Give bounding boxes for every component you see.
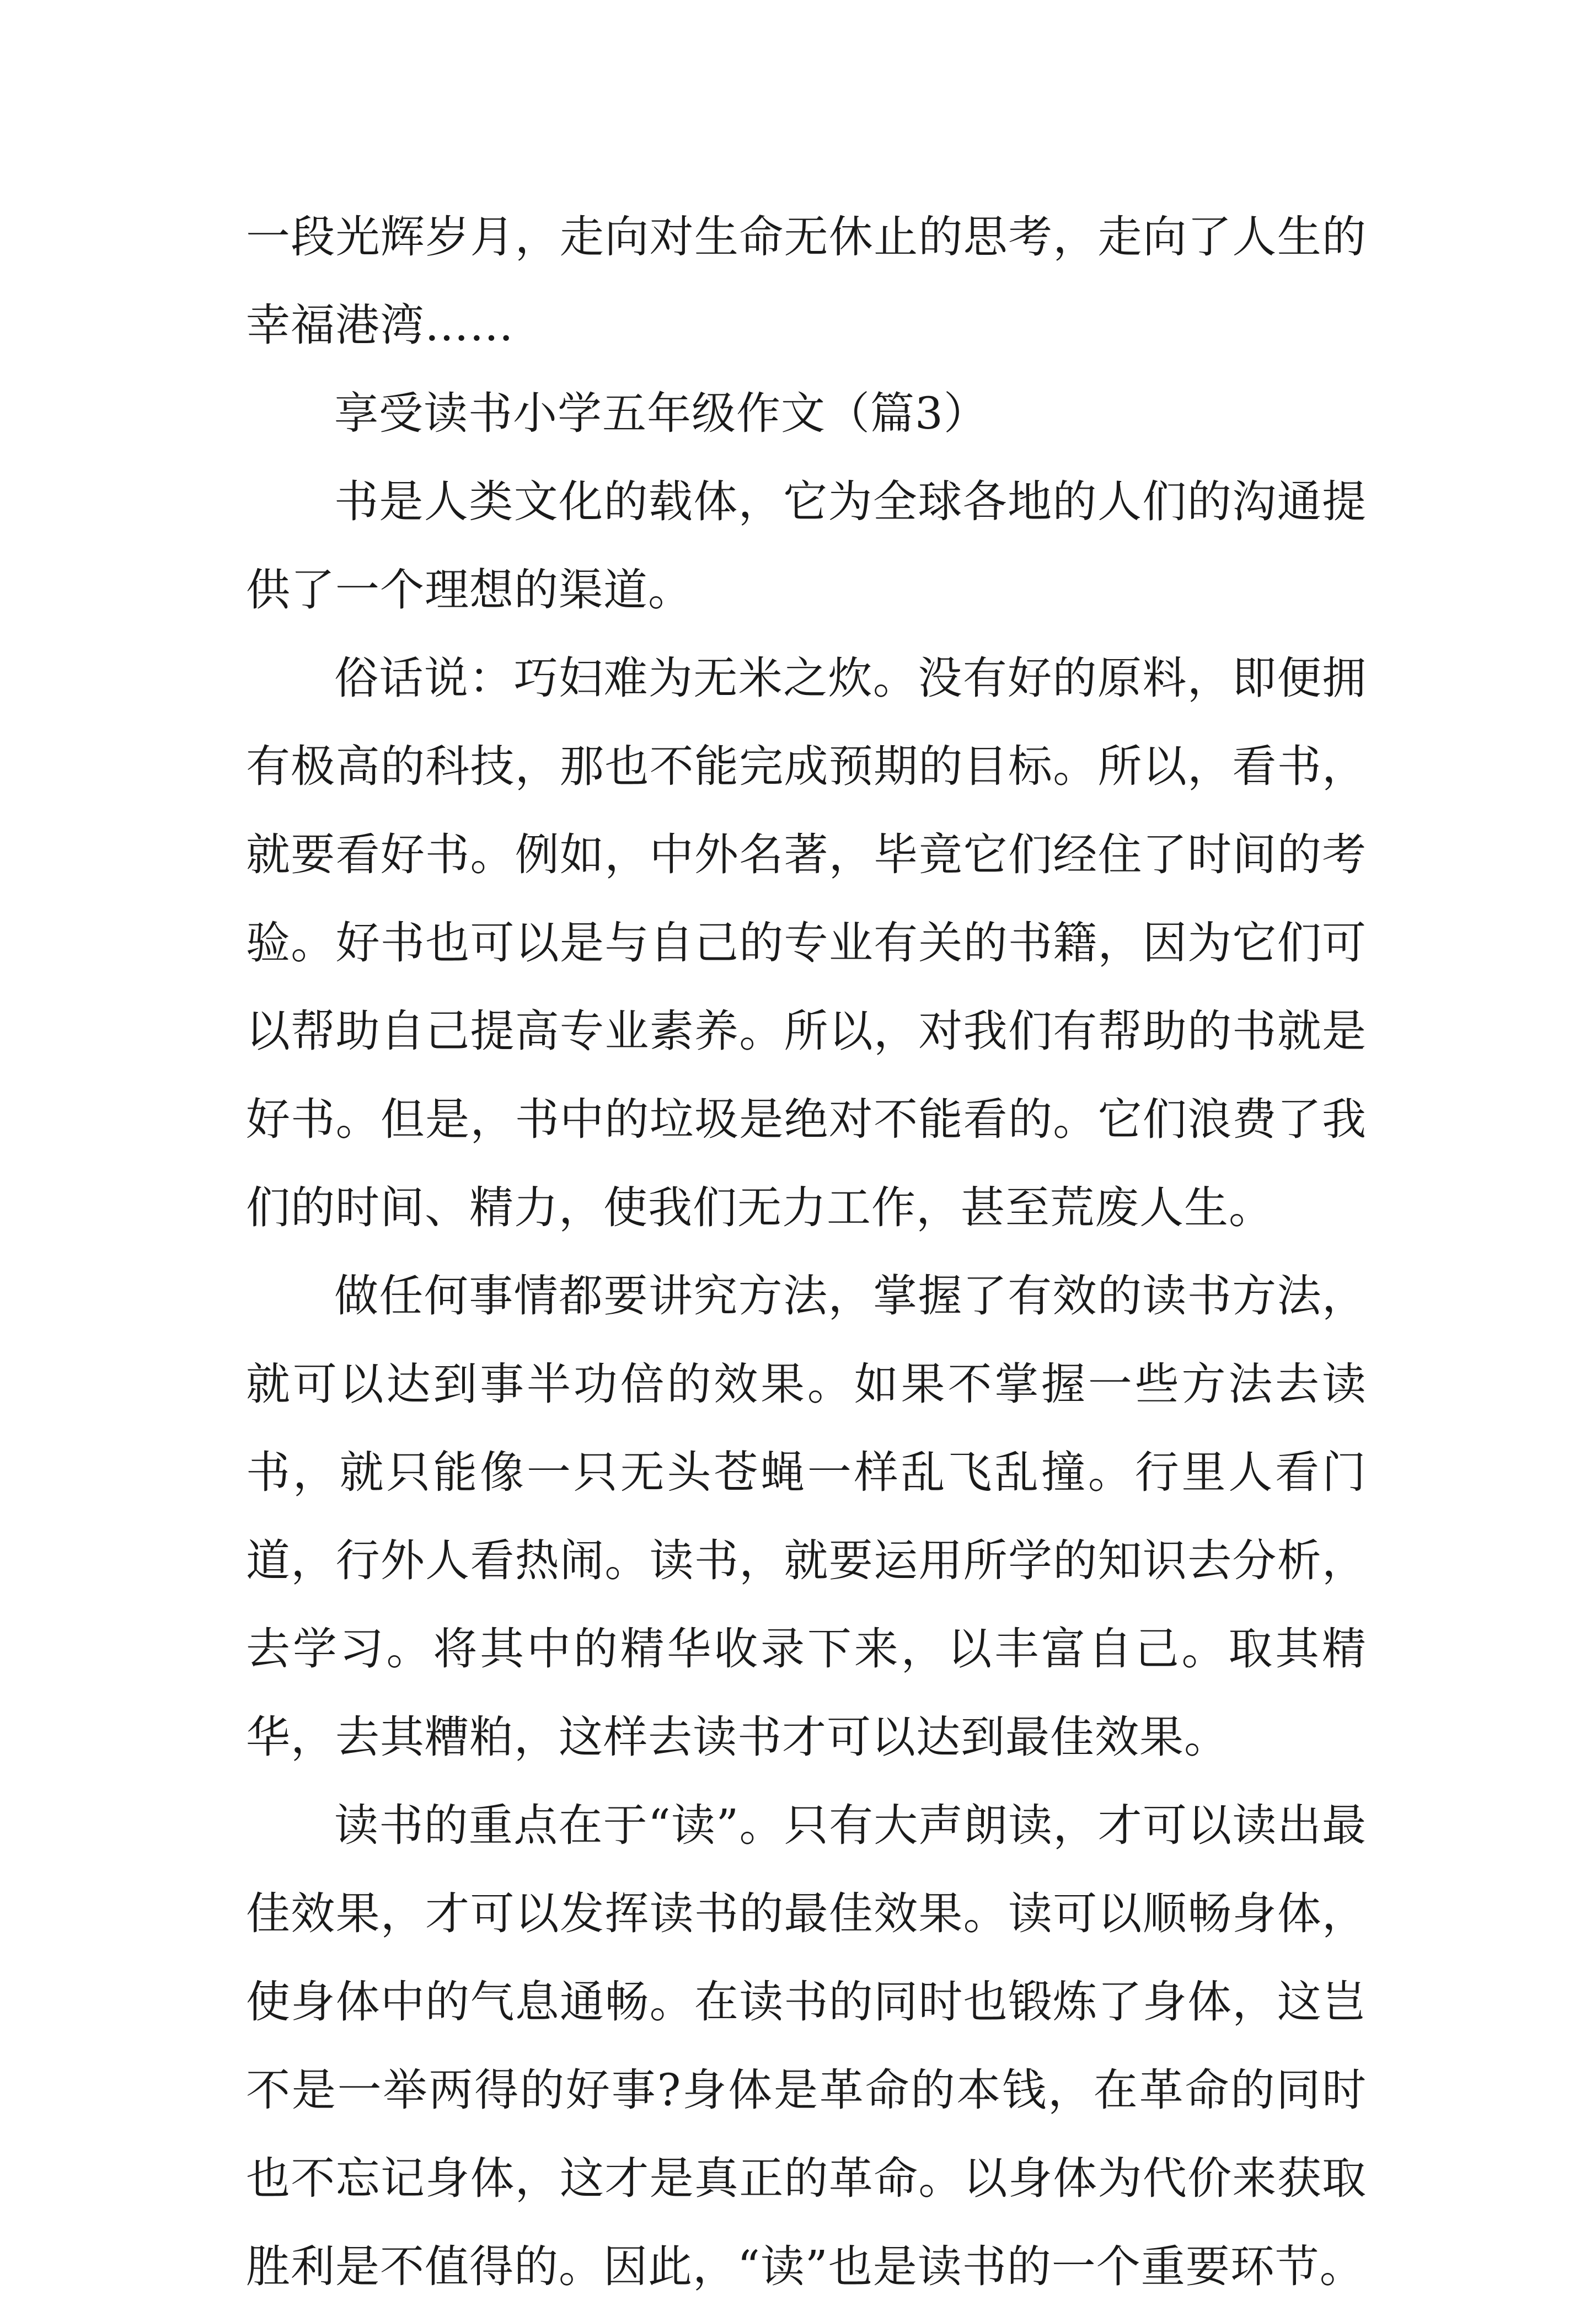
paragraph: 读书的重点在于“读”。只有大声朗读，才可以读出最佳效果，才可以发挥读书的最佳效果。读可以顺畅身体，使身体中的气息通畅。在读书的同时也锻炼了身体，这岂不是一举两得的好事?身体是革命的本钱，在革命的同时也不忘记身体，这才是真正的革命。以身体为代价来获取胜利是不值得的。因此，“读”也是读书的一个重要环节。 (246, 1800, 1367, 2292)
paragraph: 俗话说：巧妇难为无米之炊。没有好的原料，即便拥有极高的科技，那也不能完成预期的目标。所以，看书，就要看好书。例如，中外名著，毕竟它们经住了时间的考验。好书也可以是与自己的专业有关的书籍，因为它们可以帮助自己提高专业素养。所以，对我们有帮助的书就是好书。但是，书中的垃圾是绝对不能看的。它们浪费了我们的时间、精力，使我们无力工作，甚至荒废人生。 (246, 652, 1367, 1233)
document-page (246, 193, 1367, 2311)
paragraph: 书是人类文化的载体，它为全球各地的人们的沟通提供了一个理想的渠道。 (246, 476, 1367, 616)
section-heading: 享受读书小学五年级作文（篇3） (334, 388, 988, 439)
paragraph-continuation: 一段光辉岁月，走向对生命无休止的思考，走向了人生的幸福港湾…… (246, 211, 1367, 351)
paragraph: 做任何事情都要讲究方法，掌握了有效的读书方法，就可以达到事半功倍的效果。如果不掌握一些方法去读书，就只能像一只无头苍蝇一样乱飞乱撞。行里人看门道，行外人看热闹。读书，就要运用所学的知识去分析，去学习。将其中的精华收录下来，以丰富自己。取其精华，去其糟粕，这样去读书才可以达到最佳效果。 (246, 1270, 1367, 1763)
